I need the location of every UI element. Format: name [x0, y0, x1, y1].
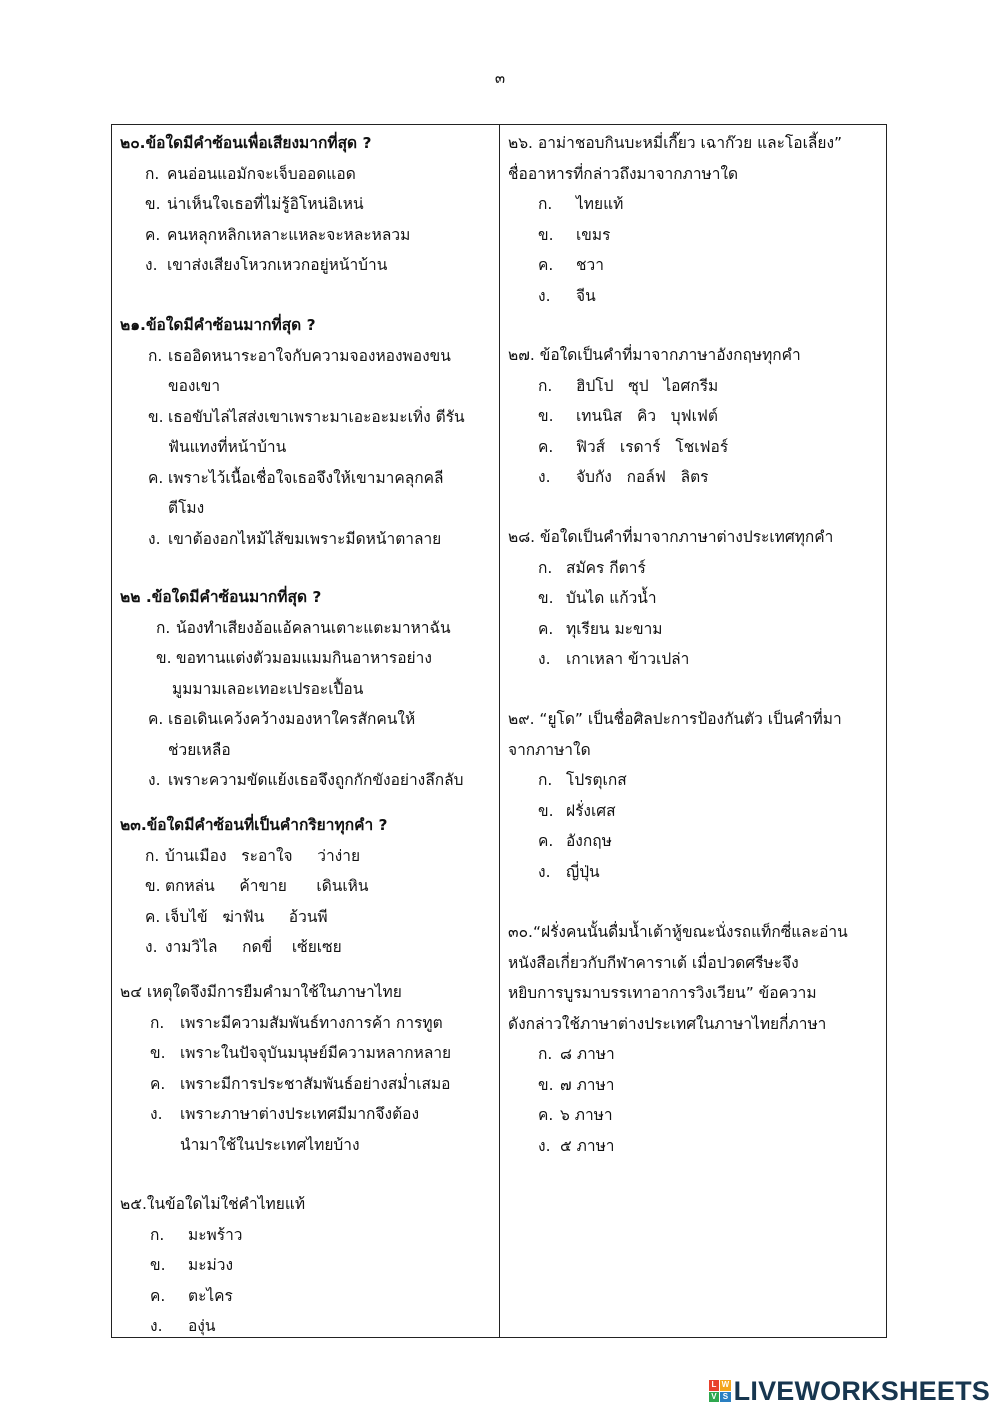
question-title-cont: หยิบการบูรมาบรรเทาอาการวิงเวียน” ข้อความ [508, 984, 817, 1002]
option[interactable]: ก. น้องทำเสียงอ้อแอ้คลานเตาะแตะมาหาฉัน [156, 618, 451, 637]
option-continuation: ช่วยเหลือ [168, 740, 231, 759]
question-title: ๓๐.“ฝรั่งคนนั้นดื่มน้ำเต้าหู้ขณะนั่งรถแท็กซี่และอ่าน [508, 923, 848, 941]
option[interactable]: ค. ชวา [538, 256, 604, 274]
option[interactable]: ค. ทุเรียน มะขาม [538, 619, 663, 638]
option-continuation: มูมมามเลอะเทอะเปรอะเปื้อน [172, 679, 364, 698]
option[interactable]: ข. น่าเห็นใจเธอที่ไม่รู้อิโหน่อิเหน่ [145, 195, 364, 213]
column-divider [499, 125, 500, 1337]
option[interactable]: ข. ขอทานแต่งตัวมอมแมมกินอาหารอย่าง [156, 649, 432, 667]
option[interactable]: ก. สมัคร กีตาร์ [538, 558, 646, 577]
logo-text: LIVEWORKSHEETS [733, 1375, 990, 1406]
page-number: ๓ [494, 69, 506, 87]
option[interactable]: ข. เขมร [538, 225, 611, 244]
question-title: ๒๐.ข้อใดมีคำซ้อนเพื่อเสียงมากที่สุด ? [120, 134, 372, 152]
option[interactable]: ง. เขาส่งเสียงโหวกเหวกอยู่หน้าบ้าน [145, 256, 388, 274]
option[interactable]: ข. บันได แก้วน้ำ [538, 589, 657, 607]
question-27 [508, 340, 880, 493]
question-24 [120, 977, 492, 1160]
option[interactable]: ก. ๘ ภาษา [538, 1045, 615, 1063]
option[interactable]: ข. เพราะในปัจจุบันมนุษย์มีความหลากหลาย [150, 1044, 452, 1062]
option-continuation: ฟันแทงที่หน้าบ้าน [168, 438, 287, 456]
option[interactable]: ง. เขาต้องอกไหม้ไส้ขมเพราะมีดหน้าตาลาย [148, 529, 442, 548]
option[interactable]: ข. ฝรั่งเศส [538, 801, 616, 820]
option[interactable]: ก. เพราะมีความสัมพันธ์ทางการค้า การทูต [150, 1013, 443, 1032]
question-25 [120, 1189, 492, 1342]
question-20 [120, 128, 492, 281]
option[interactable]: ง. เพราะความขัดแย้งเธอจึงถูกกักขังอย่างลึกลับ [148, 771, 464, 789]
option[interactable]: ค. เธอเดินเคว้งคว้างมองหาใครสักคนให้ [148, 710, 416, 728]
option[interactable]: ค. เพราะมีการประชาสัมพันธ์อย่างสม่ำเสมอ [150, 1074, 451, 1093]
option[interactable]: ค. อังกฤษ [538, 832, 612, 850]
option[interactable]: ง. ญี่ปุ่น [538, 862, 600, 881]
option[interactable]: ข. เธอขับไล่ไสส่งเขาเพราะมาเอะอะมะเทิ่ง ตีรัน [148, 407, 465, 426]
question-29 [508, 704, 880, 887]
option[interactable]: ก. คนอ่อนแอมักจะเจ็บออดแอด [145, 164, 356, 183]
option[interactable]: ก. บ้านเมือง ระอาใจ ว่าง่าย [145, 846, 361, 865]
option[interactable]: ค. ๖ ภาษา [538, 1106, 613, 1124]
option[interactable]: ข. มะม่วง [150, 1256, 234, 1274]
option[interactable]: ข. ตกหล่น ค้าขาย เดินเหิน [145, 877, 369, 895]
logo-tile: S [720, 1392, 731, 1403]
option[interactable]: ง. จีน [538, 286, 596, 305]
question-title: ๒๔ เหตุใดจึงมีการยืมคำมาใช้ในภาษาไทย [120, 983, 402, 1001]
option[interactable]: ง. องุ่น [150, 1317, 216, 1335]
logo-tile: L [709, 1380, 720, 1391]
option-continuation: นำมาใช้ในประเทศไทยบ้าง [180, 1135, 360, 1154]
question-title-cont: ดังกล่าวใช้ภาษาต่างประเทศในภาษาไทยกี่ภาษา [508, 1014, 827, 1033]
logo-tile: V [709, 1392, 720, 1403]
question-title: ๒๑.ข้อใดมีคำซ้อนมากที่สุด ? [120, 316, 316, 334]
question-title-cont: ชื่ออาหารที่กล่าวถึงมาจากภาษาใด [508, 164, 739, 183]
question-title: ๒๕.ในข้อใดไม่ใช่คำไทยแท้ [120, 1195, 306, 1213]
liveworksheets-logo[interactable] [709, 1376, 990, 1406]
option-continuation: ของเขา [168, 377, 221, 395]
question-21 [120, 310, 492, 554]
question-title: ๒๖. อาม่าชอบกินบะหมี่เกี๊ยว เฉาก๊วย และโอเลี้ยง” [508, 134, 843, 152]
question-30 [508, 917, 880, 1161]
question-title: ๒๓.ข้อใดมีคำซ้อนที่เป็นคำกริยาทุกคำ ? [120, 816, 388, 834]
option[interactable]: ก. เธออิดหนาระอาใจกับความจองหองพองขน [148, 346, 451, 365]
question-23 [120, 810, 492, 963]
option[interactable]: ง. เพราะภาษาต่างประเทศมีมากจึงต้อง [150, 1105, 420, 1123]
option[interactable]: ก. โปรตุเกส [538, 771, 627, 789]
option[interactable]: ก. มะพร้าว [150, 1225, 243, 1244]
question-title-cont: จากภาษาใด [508, 740, 591, 759]
question-title: ๒๒ .ข้อใดมีคำซ้อนมากที่สุด ? [120, 588, 322, 606]
option[interactable]: ง. เกาเหลา ข้าวเปล่า [538, 650, 690, 668]
option[interactable]: ก. ไทยแท้ [538, 195, 624, 213]
question-22 [120, 582, 492, 796]
option[interactable]: ข. ๗ ภาษา [538, 1075, 615, 1094]
option[interactable]: ค. ฟิวส์ เรดาร์ โชเฟอร์ [538, 437, 729, 456]
worksheet-frame [111, 124, 887, 1338]
option[interactable]: ข. เทนนิส คิว บุฟเฟต์ [538, 407, 718, 425]
question-title-cont: หนังสือเกี่ยวกับกีฬาคาราเต้ เมื่อปวดศรีษะจึง [508, 953, 799, 972]
logo-icon [709, 1380, 731, 1402]
option-continuation: ตีโมง [168, 499, 205, 517]
option[interactable]: ง. งามวิไล กดขี่ เซ้ยเซย [145, 938, 342, 956]
question-title: ๒๗. ข้อใดเป็นคำที่มาจากภาษาอังกฤษทุกคำ [508, 346, 801, 364]
option[interactable]: ง. จับกัง กอล์ฟ ลิตร [538, 468, 709, 486]
question-title: ๒๘. ข้อใดเป็นคำที่มาจากภาษาต่างประเทศทุกคำ [508, 528, 834, 546]
logo-tile: W [721, 1380, 730, 1389]
option[interactable]: ค. คนหลุกหลิกเหลาะแหละจะหละหลวม [145, 225, 411, 244]
option[interactable]: ง. ๕ ภาษา [538, 1136, 615, 1155]
option[interactable]: ก. ฮิปโป ซุป ไอศกรีม [538, 376, 719, 395]
question-28 [508, 522, 880, 675]
option[interactable]: ค. ตะไคร [150, 1286, 233, 1305]
option[interactable]: ค. เจ็บไข้ ฆ่าฟัน อ้วนพี [145, 907, 328, 926]
question-title: ๒๙. “ยูโด” เป็นชื่อศิลปะการป้องกันตัว เป็นคำที่มา [508, 710, 842, 728]
question-26 [508, 128, 880, 311]
option[interactable]: ค. เพราะไว้เนื้อเชื่อใจเธอจึงให้เขามาคลุกคลี [148, 468, 444, 487]
